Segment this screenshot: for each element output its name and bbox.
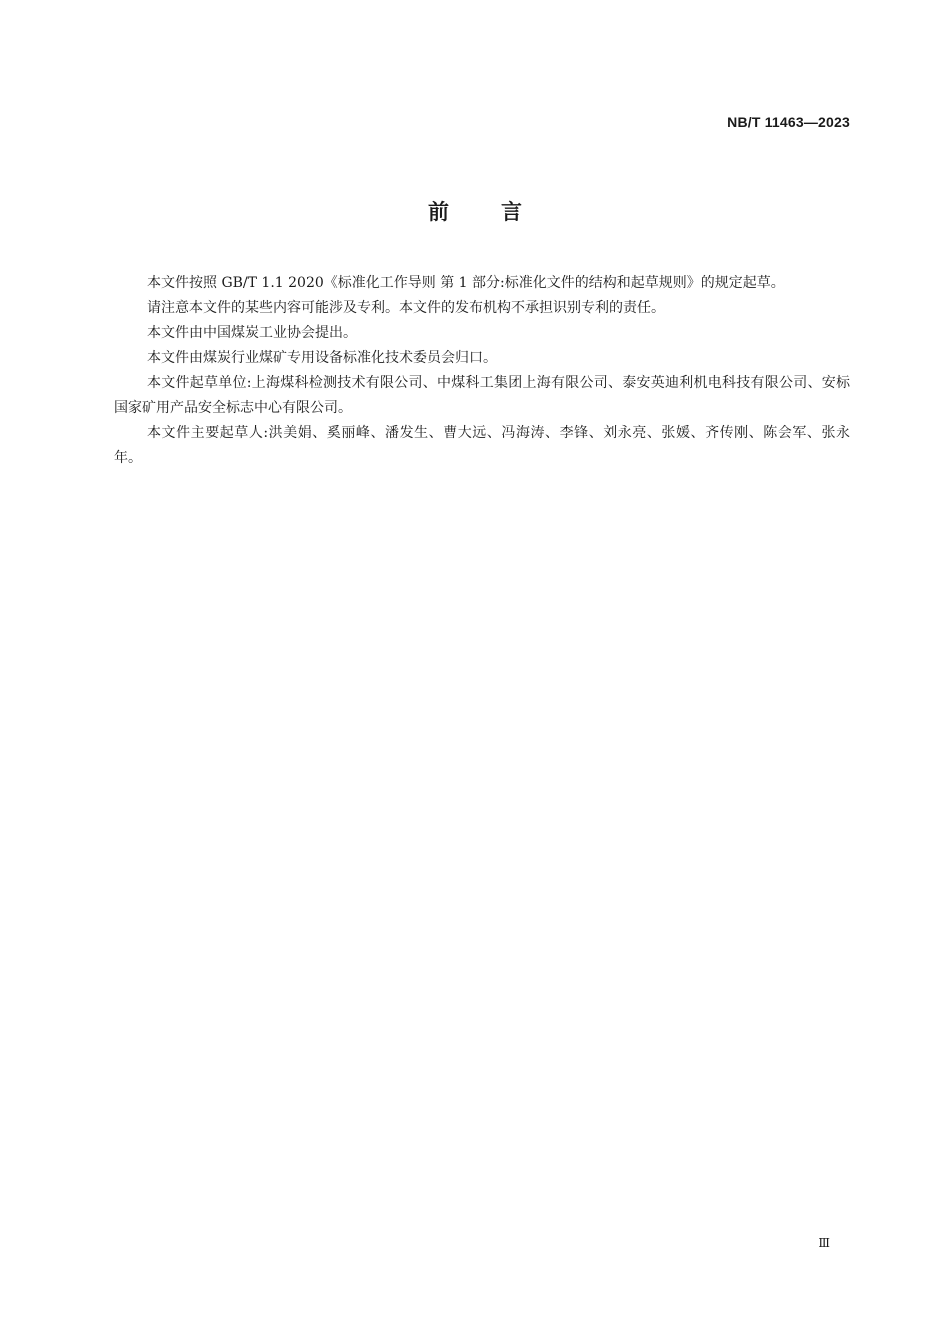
paragraph-patent-notice: 请注意本文件的某些内容可能涉及专利。本文件的发布机构不承担识别专利的责任。 <box>147 300 665 316</box>
standard-number: NB/T 11463—2023 <box>727 114 850 130</box>
page-title: 前言 <box>428 200 574 224</box>
page-number: Ⅲ <box>818 1236 830 1250</box>
paragraph-drafting-rules: 本文件按照 GB/T 1.1 2020《标准化工作导则 第 1 部分:标准化文件的结构和起草规则》的规定起草。 <box>147 275 785 291</box>
paragraph-drafters: 本文件主要起草人:洪美娟、奚丽峰、潘发生、曹大远、冯海涛、李锋、刘永亮、张媛、齐传刚、陈会军、张永年。 <box>114 425 850 466</box>
paragraph-proposer: 本文件由中国煤炭工业协会提出。 <box>147 325 357 341</box>
foreword-body <box>114 271 850 471</box>
paragraph-drafting-units: 本文件起草单位:上海煤科检测技术有限公司、中煤科工集团上海有限公司、泰安英迪利机电科技有限公司、安标国家矿用产品安全标志中心有限公司。 <box>114 375 850 416</box>
paragraph-committee: 本文件由煤炭行业煤矿专用设备标准化技术委员会归口。 <box>147 350 497 366</box>
